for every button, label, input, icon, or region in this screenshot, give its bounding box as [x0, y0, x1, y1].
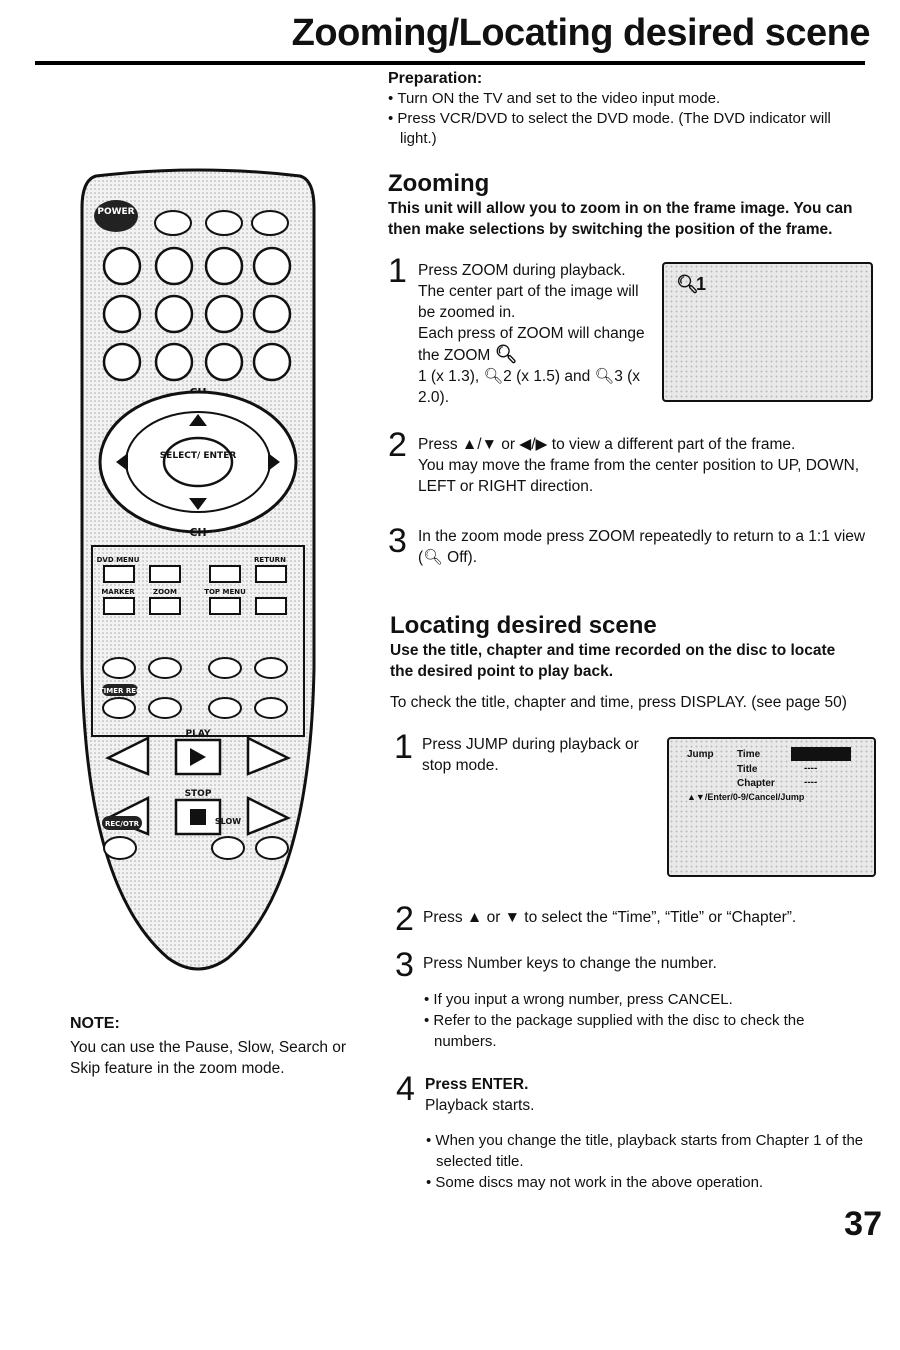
- zoom-step-number: 2: [388, 426, 407, 464]
- list-item: • If you input a wrong number, press CANCEL.: [424, 989, 864, 1010]
- preparation-heading: Preparation:: [388, 70, 483, 87]
- rec-button: [102, 816, 142, 830]
- title-rule: [35, 61, 865, 65]
- osd-time-label: Time: [737, 749, 761, 760]
- osd-chapter-label: Chapter: [737, 778, 775, 789]
- zoom-screen-illustration: [662, 262, 873, 402]
- play-label: PLAY: [185, 729, 211, 739]
- locating-lead: Use the title, chapter and time recorded on the disc to locate the desired point to play back.: [390, 642, 836, 680]
- select-enter-label: SELECT/ ENTER: [159, 451, 237, 461]
- timer-rec-button: [99, 684, 141, 696]
- zoom-magnifier-icon: 🔍︎: [423, 549, 443, 566]
- osd-title-value: ----: [804, 763, 818, 774]
- slow-label: SLOW: [214, 817, 242, 826]
- remote-control-illustration: [78, 168, 318, 980]
- locate-step3-text: Press Number keys to change the number.: [423, 955, 717, 972]
- direction-pad: [100, 392, 296, 532]
- dvd-menu-label: DVD MENU: [96, 556, 140, 564]
- zoom-magnifier-icon: 🔍︎: [494, 344, 518, 364]
- zoom-magnifier-icon: 🔍︎: [676, 274, 699, 294]
- marker-label: MARKER: [101, 588, 135, 596]
- zoom-label: ZOOM: [153, 588, 177, 596]
- zoom-step1-text: Press ZOOM during playback. The center part of the image will be zoomed in. Each press of ZOOM will change the ZOOM 🔍︎ 1 (x 1.3), 🔍︎2 (x 1.5) and 🔍︎3 (x 2.0).: [418, 262, 645, 406]
- stop-label: STOP: [184, 789, 212, 799]
- page-number: 37: [844, 1205, 882, 1243]
- osd-jump-label: Jump: [687, 749, 714, 760]
- preparation-list: [388, 89, 858, 149]
- zoom-step-number: 1: [388, 252, 407, 290]
- preparation-item: • Turn ON the TV and set to the video input mode.: [388, 89, 858, 109]
- note-text: You can use the Pause, Slow, Search or Skip feature in the zoom mode.: [70, 1039, 347, 1077]
- osd-chapter-value: ----: [804, 777, 818, 788]
- locate-step2-text: Press ▲ or ▼ to select the “Time”, “Title” or “Chapter”.: [423, 909, 797, 926]
- locate-step-number: 2: [395, 900, 414, 938]
- jump-screen-illustration: [667, 737, 876, 877]
- svg-text:POWER: POWER: [97, 207, 135, 217]
- zoom-step-number: 3: [388, 522, 407, 560]
- osd-hint: ▲▼/Enter/0-9/Cancel/Jump: [687, 792, 805, 802]
- zoom-step3-text: In the zoom mode press ZOOM repeatedly to return to a 1:1 view (🔍︎ Off).: [418, 528, 866, 566]
- locate-step1-text: Press JUMP during playback or stop mode.: [422, 736, 639, 774]
- page-title: Zooming/Locating desired scene: [291, 12, 870, 54]
- zoom-level-label: 1: [696, 274, 707, 294]
- locate-step-number: 4: [396, 1070, 415, 1108]
- zooming-heading: Zooming: [388, 170, 490, 197]
- return-label: RETURN: [254, 556, 286, 564]
- locate-notes-list: [424, 989, 864, 1052]
- zooming-lead: This unit will allow you to zoom in on the frame image. You can then make selections by switching the position of the frame.: [388, 200, 853, 238]
- locate-notes-list: [426, 1130, 876, 1193]
- svg-text:REC/OTR: REC/OTR: [105, 820, 139, 828]
- zoom-step2-text: Press ▲/▼ or ◀/▶ to view a different part of the frame. You may move the frame from the center position to UP, DOWN, LEFT or RIGHT direction.: [418, 436, 860, 495]
- top-menu-label: TOP MENU: [204, 588, 246, 596]
- locate-step-number: 1: [394, 728, 413, 766]
- osd-title-label: Title: [737, 764, 758, 775]
- list-item: • When you change the title, playback starts from Chapter 1 of the selected title.: [426, 1130, 876, 1172]
- zoom-magnifier-icon: 🔍︎: [483, 368, 504, 385]
- list-item: • Refer to the package supplied with the disc to check the numbers.: [424, 1010, 864, 1052]
- preparation-item: • Press VCR/DVD to select the DVD mode. (The DVD indicator will light.): [388, 109, 858, 149]
- locate-step-number: 3: [395, 946, 414, 984]
- locating-heading: Locating desired scene: [390, 612, 657, 639]
- osd-time-field: [791, 747, 851, 761]
- ch-down-label: CH: [189, 526, 207, 539]
- zoom-magnifier-icon: 🔍︎: [594, 368, 615, 385]
- note-heading: NOTE:: [70, 1015, 120, 1032]
- locate-step4-text: Press ENTER. Playback starts.: [425, 1076, 535, 1114]
- locating-display-hint: To check the title, chapter and time, press DISPLAY. (see page 50): [390, 694, 847, 711]
- power-button: [94, 200, 138, 232]
- svg-text:TIMER REC: TIMER REC: [98, 687, 142, 695]
- list-item: • Some discs may not work in the above operation.: [426, 1172, 876, 1193]
